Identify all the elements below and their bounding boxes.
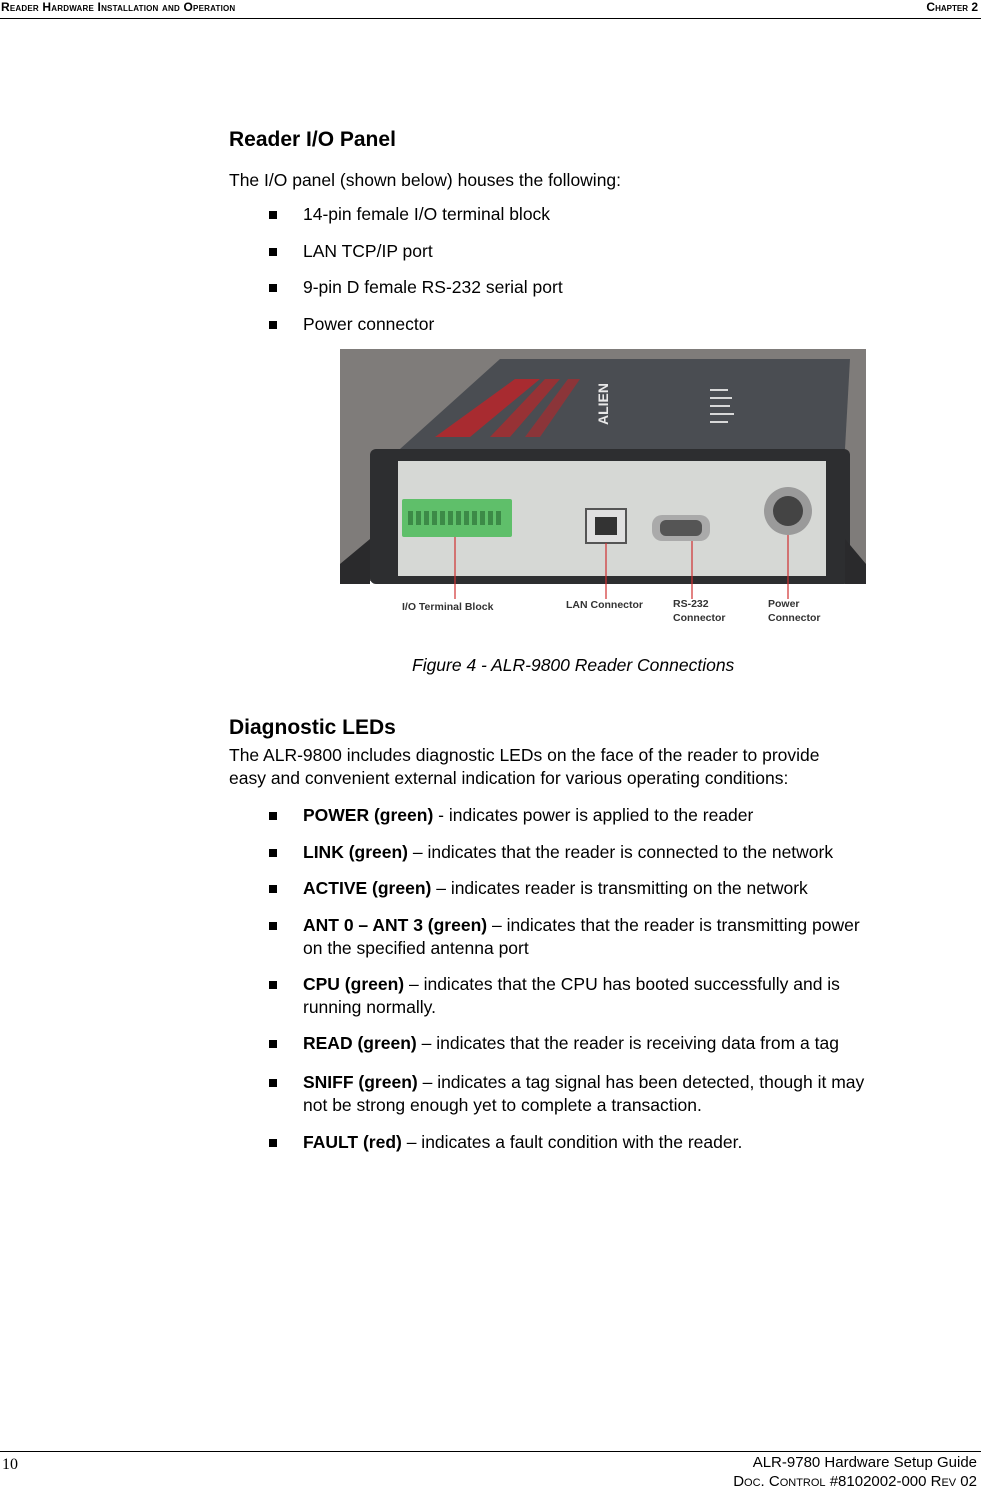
io-panel-intro: The I/O panel (shown below) houses the following: [229, 170, 622, 190]
label-rs232: RS-232 [673, 598, 709, 610]
bullet-icon [268, 884, 280, 896]
figure-caption: Figure 4 - ALR-9800 Reader Connections [412, 655, 735, 675]
led-item: ACTIVE (green) – indicates reader is transmitting on the network [303, 878, 808, 898]
led-item: CPU (green) – indicates that the CPU has booted successfully and is running normally. [303, 974, 840, 1017]
reader-connections-photo [340, 349, 866, 633]
led-item: LINK (green) – indicates that the reader is connected to the network [303, 842, 834, 862]
io-item: Power connector [303, 314, 435, 334]
bullet-icon [268, 1138, 280, 1150]
bullet-icon [268, 921, 280, 933]
bullet-icon [268, 1039, 280, 1051]
bullet-icon [268, 320, 280, 332]
bullet-icon [268, 811, 280, 823]
led-item: ANT 0 – ANT 3 (green) – indicates that the reader is transmitting power on the specified antenna port [303, 915, 860, 958]
leds-heading: Diagnostic LEDs [229, 716, 396, 739]
page-footer [0, 1451, 981, 1492]
bullet-icon [268, 283, 280, 295]
io-panel-heading: Reader I/O Panel [229, 128, 396, 151]
leds-intro-line-1: The ALR-9800 includes diagnostic LEDs on the face of the reader to provide [229, 745, 820, 765]
label-io-terminal: I/O Terminal Block [402, 601, 494, 613]
footer-doc-control: Doc. Control #8102002-000 Rev 02 [733, 1473, 977, 1490]
header-chapter: Chapter 2 [926, 0, 978, 14]
leds-intro-line-2: easy and convenient external indication for various operating conditions: [229, 768, 789, 788]
led-item: FAULT (red) – indicates a fault condition with the reader. [303, 1132, 743, 1152]
bullet-icon [268, 210, 280, 222]
led-item: READ (green) – indicates that the reader is receiving data from a tag [303, 1033, 839, 1053]
label-rs232-2: Connector [673, 612, 726, 624]
bullet-icon [268, 247, 280, 259]
io-item: 14-pin female I/O terminal block [303, 204, 551, 224]
alien-logo: ALIEN [595, 383, 611, 425]
header-section-title: Reader Hardware Installation and Operation [1, 0, 236, 14]
io-item: 9-pin D female RS-232 serial port [303, 277, 563, 297]
label-power-2: Connector [768, 612, 821, 624]
page-number: 10 [2, 1456, 18, 1473]
label-lan: LAN Connector [566, 599, 643, 611]
label-power: Power [768, 598, 800, 610]
led-item: POWER (green) - indicates power is applied to the reader [303, 805, 754, 825]
bullet-icon [268, 1078, 280, 1090]
footer-guide-title: ALR-9780 Hardware Setup Guide [752, 1454, 977, 1471]
bullet-icon [268, 848, 280, 860]
io-item: LAN TCP/IP port [303, 241, 433, 261]
page-header [0, 0, 981, 19]
bullet-icon [268, 980, 280, 992]
led-item: SNIFF (green) – indicates a tag signal has been detected, though it may not be strong enough yet to complete a transaction. [303, 1072, 865, 1115]
